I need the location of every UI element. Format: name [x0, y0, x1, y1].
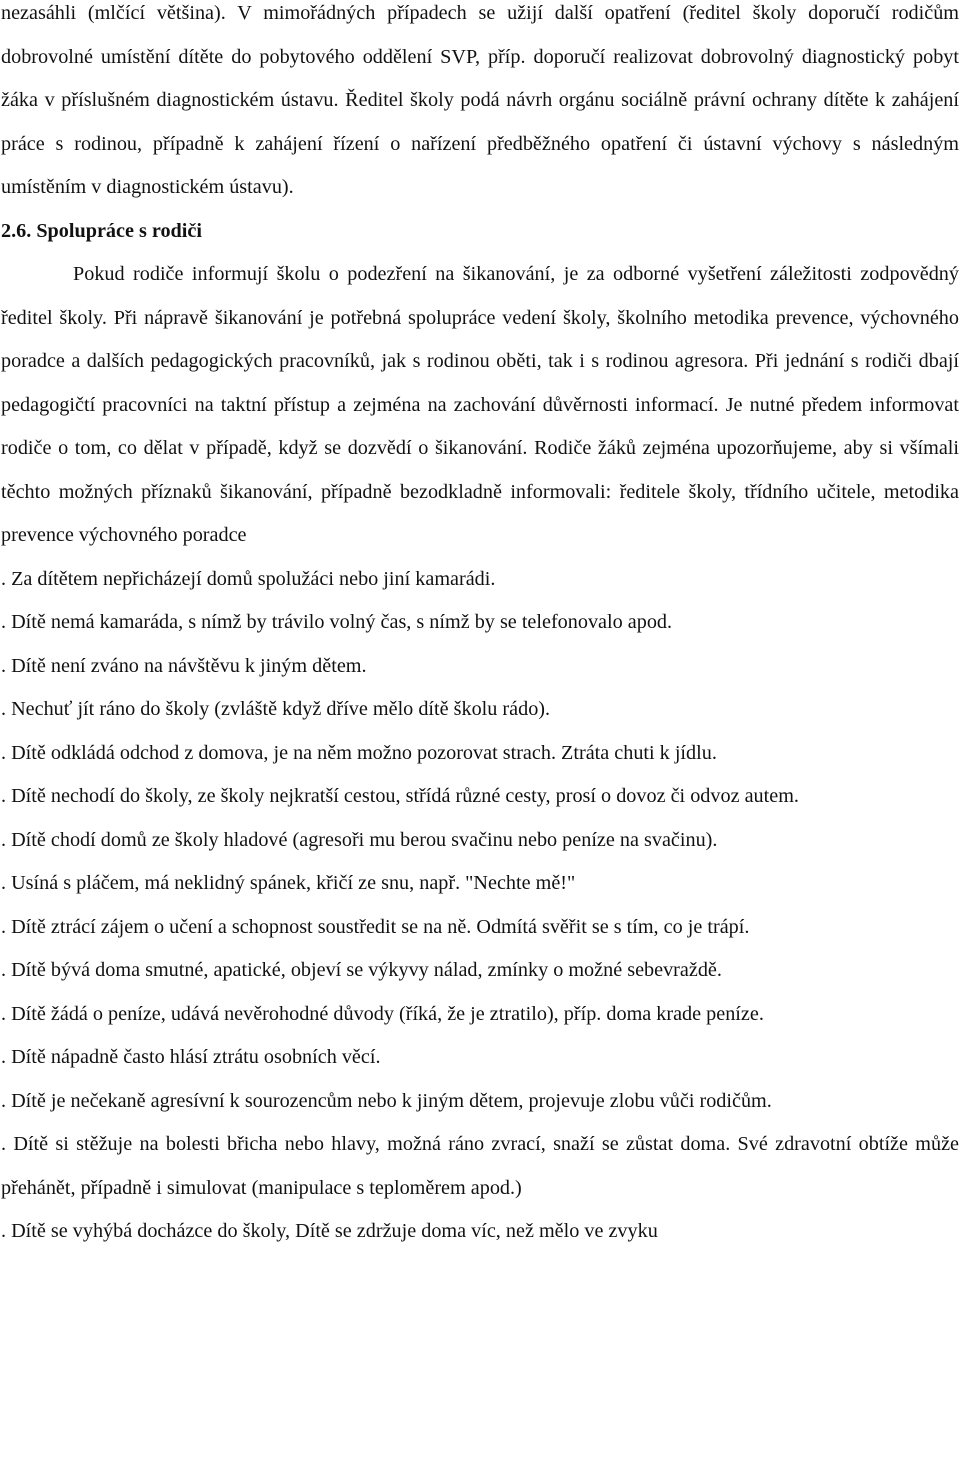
- list-item: . Dítě odkládá odchod z domova, je na něm možno pozorovat strach. Ztráta chuti k jídlu.: [1, 741, 717, 764]
- section-body-paragraph: Pokud rodiče informují školu o podezření na šikanování, je za odborné vyšetření záležitosti zodpovědný ředitel školy. Při nápravě šikanování je potřebná spolupráce vedení školy, školního metodika prevence, výchovného poradce a dalších pedagogických pracovníků, jak s rodinou oběti, tak i s rodinou agresora. Při jednání s rodiči dbají pedagogičtí pracovníci na taktní přístup a zejména na zachování důvěrnosti informací. Je nutné předem informovat rodiče o tom, co dělat v případě, když se dozvědí o šikanování. Rodiče žáků zejména upozorňujeme, aby si všímali těchto možných příznaků šikanování, případně bezodkladně informovali: ředitele školy, třídního učitele, metodika prevence výchovného poradce: [1, 263, 959, 546]
- list-item: . Dítě není zváno na návštěvu k jiným dětem.: [1, 654, 367, 677]
- list-item: . Dítě bývá doma smutné, apatické, objeví se výkyvy nálad, zmínky o možné sebevraždě.: [1, 959, 722, 981]
- list-item: . Dítě nápadně často hlásí ztrátu osobních věcí.: [1, 1046, 381, 1068]
- list-item: . Za dítětem nepřicházejí domů spolužáci nebo jiní kamarádi.: [1, 567, 496, 590]
- list-item: . Dítě ztrácí zájem o učení a schopnost soustředit se na ně. Odmítá svěřit se s tím, co je trápí.: [1, 915, 750, 938]
- intro-paragraph: nezasáhli (mlčící většina). V mimořádných případech se užijí další opatření (ředitel školy doporučí rodičům dobrovolné umístění dítěte do pobytového oddělení SVP, příp. doporučí realizovat dobrovolný diagnostický pobyt žáka v příslušném diagnostickém ústavu. Ředitel školy podá návrh orgánu sociálně právní ochrany dítěte k zahájení práce s rodinou, případně k zahájení řízení o nařízení předběžného opatření či ústavní výchovy s následným umístěním v diagnostickém ústavu).: [1, 2, 959, 198]
- list-item: . Dítě se vyhýbá docházce do školy, Dítě se zdržuje doma víc, než mělo ve zvyku: [1, 1220, 658, 1242]
- section-heading: 2.6. Spolupráce s rodiči: [1, 219, 202, 242]
- list-item: . Dítě nechodí do školy, ze školy nejkratší cestou, střídá různé cesty, prosí o dovoz či odvoz autem.: [1, 785, 799, 807]
- list-item: . Dítě si stěžuje na bolesti břicha nebo hlavy, možná ráno zvrací, snaží se zůstat doma. Své zdravotní obtíže může přehánět, případně i simulovat (manipulace s teploměrem apod.): [1, 1133, 959, 1199]
- list-item: . Dítě nemá kamaráda, s nímž by trávilo volný čas, s nímž by se telefonovalo apod.: [1, 611, 673, 633]
- list-item: . Usíná s pláčem, má neklidný spánek, křičí ze snu, např. "Nechte mě!": [1, 872, 576, 894]
- list-item: . Dítě je nečekaně agresívní k sourozencům nebo k jiným dětem, projevuje zlobu vůči rodičům.: [1, 1089, 772, 1112]
- list-item: . Dítě chodí domů ze školy hladové (agresoři mu berou svačinu nebo peníze na svačinu).: [1, 828, 718, 851]
- list-item: . Dítě žádá o peníze, udává nevěrohodné důvody (říká, že je ztratilo), příp. doma krade peníze.: [1, 1002, 764, 1025]
- list-item: . Nechuť jít ráno do školy (zvláště když dříve mělo dítě školu rádo).: [1, 698, 551, 720]
- signs-list: [1, 558, 959, 1254]
